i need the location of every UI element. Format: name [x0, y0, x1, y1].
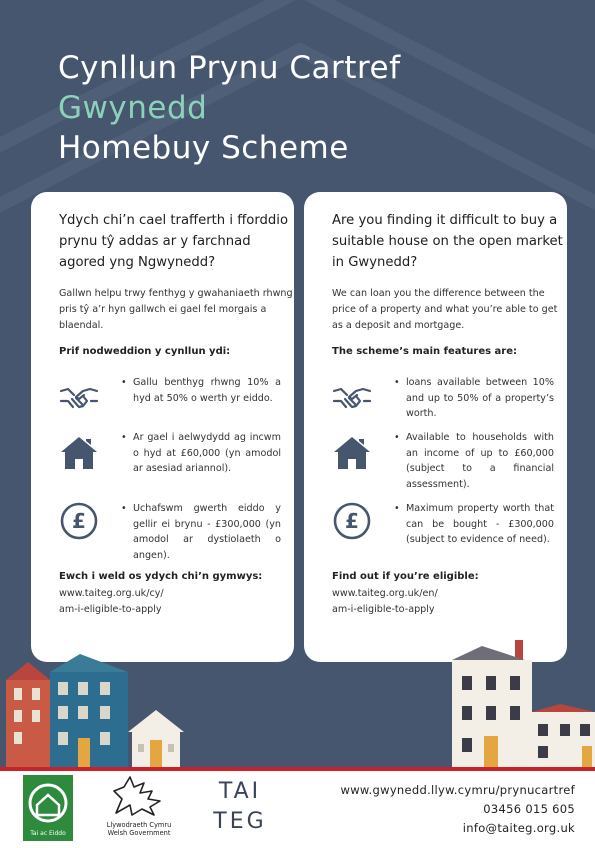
- pound-icon: [59, 501, 99, 541]
- english-feature-income: [332, 433, 567, 495]
- houses-illustration: [0, 640, 595, 770]
- english-feature-text: • loans available between 10% and up to 50% of a property’s worth.: [406, 375, 554, 422]
- english-feature-text: • Maximum property worth that can be bought - £300,000 (subject to evidence of need).: [406, 501, 554, 548]
- wg-welsh-name: Llywodraeth Cymru: [106, 821, 172, 829]
- welsh-feature-loan: [59, 371, 294, 433]
- pound-icon: [332, 501, 372, 541]
- handshake-icon: [59, 377, 99, 417]
- welsh-heading: Ydych chi’n cael trafferth i fforddio prynu tŷ addas ar y farchnad agored yng Ngwynedd?: [59, 213, 289, 270]
- poster-title: [58, 48, 401, 168]
- english-feature-loan: [332, 371, 567, 433]
- title-english: Homebuy Scheme: [58, 130, 349, 166]
- welsh-feature-text: • Ar gael i aelwydydd ag incwm o hyd at £60,000 (yn amodol ar asesiad ariannol).: [133, 430, 281, 477]
- english-link-line2[interactable]: am-i-eligible-to-apply: [332, 604, 435, 615]
- title-gwynedd: Gwynedd: [58, 90, 208, 126]
- svg-text:£: £: [72, 509, 86, 533]
- welsh-intro: Gallwn helpu trwy fenthyg y gwahaniaeth rhwng pris tŷ a’r hyn gallwch ei gael fel morgais a blaendal.: [59, 288, 293, 331]
- welsh-feature-text: • Gallu benthyg rhwng 10% a hyd at 50% o werth yr eiddo.: [133, 375, 281, 406]
- ta-logo-text: Tai ac Eiddo: [30, 830, 66, 837]
- house-white-tall: [452, 640, 532, 768]
- dragon-icon: [104, 773, 174, 819]
- welsh-feature-text: • Uchafswm gwerth eiddo y gellir ei brynu - £300,000 (yn amodol ar dystiolaeth o angen).: [133, 501, 281, 563]
- english-link-line1[interactable]: www.taiteg.org.uk/en/: [332, 588, 438, 599]
- welsh-feature-income: [59, 433, 294, 495]
- house-white-right: [532, 704, 595, 768]
- welsh-link[interactable]: [59, 586, 294, 618]
- welsh-feature-max: [59, 495, 294, 561]
- welsh-cta: Ewch i weld os ydych chi’n gymwys:: [59, 571, 263, 582]
- house-blue: [50, 654, 128, 768]
- house-icon: [332, 433, 372, 473]
- taiteg-logo: [205, 779, 275, 839]
- english-features-heading: The scheme’s main features are:: [332, 346, 518, 357]
- welsh-link-line2[interactable]: am-i-eligible-to-apply: [59, 604, 162, 615]
- wg-english-name: Welsh Government: [107, 829, 171, 837]
- taiteg-top: TAI: [218, 779, 262, 804]
- welsh-features-heading: Prif nodweddion y cynllun ydi:: [59, 346, 231, 357]
- english-intro: We can loan you the difference between the price of a property and what you’re able to get as a deposit and mortgage.: [332, 288, 558, 331]
- english-card: [304, 192, 567, 662]
- welsh-government-logo: [104, 773, 174, 845]
- svg-text:£: £: [345, 509, 359, 533]
- website-link[interactable]: www.gwynedd.llyw.cymru/prynucartref: [340, 783, 575, 797]
- house-icon: [59, 433, 99, 473]
- contact-details: [341, 781, 576, 838]
- taiteg-bottom: TEG: [213, 809, 267, 834]
- title-welsh: Cynllun Prynu Cartref: [58, 50, 401, 86]
- tai-ac-eiddo-logo: [23, 775, 73, 841]
- welsh-link-line1[interactable]: www.taiteg.org.uk/cy/: [59, 588, 164, 599]
- footer: [0, 771, 595, 848]
- english-feature-max: [332, 495, 567, 557]
- email-link[interactable]: info@taiteg.org.uk: [462, 821, 575, 835]
- english-feature-text: • Available to households with an income of up to £60,000 (subject to a financial assessment).: [406, 430, 554, 492]
- english-heading: Are you finding it difficult to buy a suitable house on the open market in Gwynedd?: [332, 213, 563, 270]
- english-link[interactable]: [332, 586, 567, 618]
- handshake-icon: [332, 377, 372, 417]
- house-white-small: [128, 710, 184, 768]
- house-red: [6, 662, 50, 768]
- welsh-card: [31, 192, 294, 662]
- english-cta: Find out if you’re eligible:: [332, 571, 479, 582]
- phone-number[interactable]: 03456 015 605: [483, 802, 575, 816]
